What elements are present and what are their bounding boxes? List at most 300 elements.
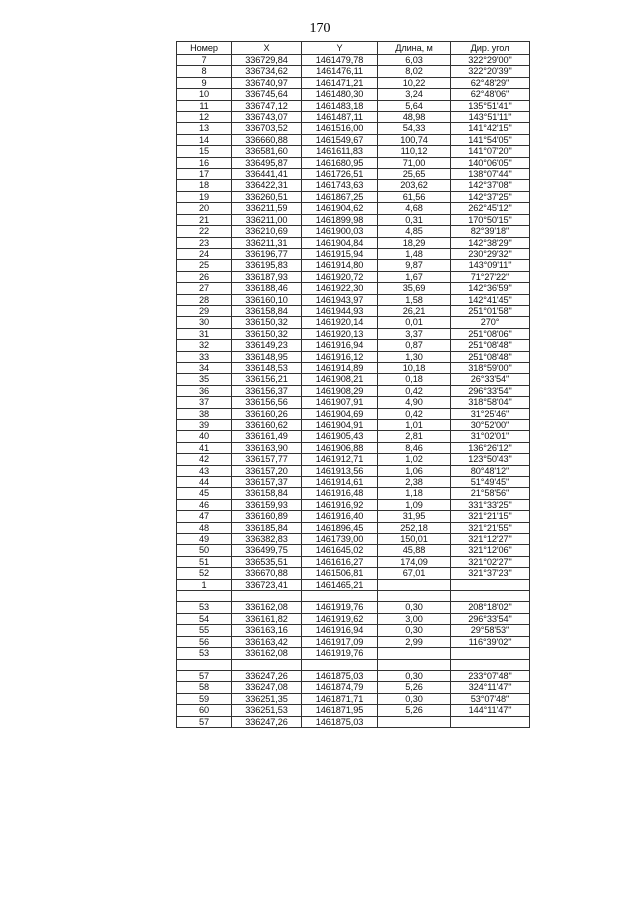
cell-y: 1461871,71 [302,693,378,704]
cell-x: 336156,37 [232,385,302,396]
table-row [177,340,530,351]
cell-length: 26,21 [378,305,451,316]
cell-length: 9,87 [378,260,451,271]
table-row [177,385,530,396]
table-row [177,488,530,499]
cell-y: 1461912,71 [302,454,378,465]
cell-y: 1461943,97 [302,294,378,305]
cell-length: 1,48 [378,248,451,259]
cell-angle: 251°08'06" [451,328,530,339]
cell-angle [451,659,530,670]
cell-x: 336581,60 [232,146,302,157]
cell-angle: 142°36'59" [451,283,530,294]
cell-angle: 321°37'23" [451,568,530,579]
cell-x: 336160,62 [232,420,302,431]
cell-angle: 321°12'06" [451,545,530,556]
cell-x: 336157,77 [232,454,302,465]
cell-angle: 30°52'00" [451,420,530,431]
cell-angle: 82°39'18" [451,226,530,237]
cell-angle: 322°20'39" [451,66,530,77]
cell-y: 1461919,76 [302,648,378,659]
cell-length: 0,31 [378,214,451,225]
cell-angle: 135°51'41" [451,100,530,111]
cell-length: 2,38 [378,477,451,488]
cell-y: 1461680,95 [302,157,378,168]
table-row [177,454,530,465]
cell-x: 336247,26 [232,670,302,681]
cell-length: 3,24 [378,89,451,100]
cell-y: 1461516,00 [302,123,378,134]
cell-number: 55 [177,625,232,636]
table-row [177,169,530,180]
cell-number: 32 [177,340,232,351]
table-row [177,648,530,659]
table-row [177,214,530,225]
cell-length: 0,30 [378,602,451,613]
cell-angle: 140°06'05" [451,157,530,168]
cell-angle: 143°09'11" [451,260,530,271]
cell-number: 18 [177,180,232,191]
cell-number: 58 [177,682,232,693]
cell-y: 1461916,40 [302,511,378,522]
cell-number: 29 [177,305,232,316]
cell-x: 336495,87 [232,157,302,168]
cell-angle [451,716,530,727]
cell-number: 52 [177,568,232,579]
cell-number: 21 [177,214,232,225]
cell-x: 336150,32 [232,317,302,328]
cell-x: 336247,26 [232,716,302,727]
cell-angle: 318°59'00" [451,362,530,373]
cell-length: 18,29 [378,237,451,248]
cell-x: 336158,84 [232,305,302,316]
cell-length: 1,18 [378,488,451,499]
table-row [177,693,530,704]
table-row [177,408,530,419]
table-row [177,442,530,453]
header-y: Y [302,42,378,55]
table-row [177,625,530,636]
cell-length: 61,56 [378,191,451,202]
cell-y: 1461726,51 [302,169,378,180]
cell-angle: 170°50'15" [451,214,530,225]
cell-angle: 318°58'04" [451,397,530,408]
cell-number: 24 [177,248,232,259]
header-length: Длина, м [378,42,451,55]
cell-angle: 142°37'08" [451,180,530,191]
cell-length: 67,01 [378,568,451,579]
cell-y: 1461480,30 [302,89,378,100]
table-body [177,55,530,728]
cell-length: 2,81 [378,431,451,442]
cell-number: 28 [177,294,232,305]
cell-angle: 31°02'01" [451,431,530,442]
cell-angle: 233°07'48" [451,670,530,681]
cell-length: 25,65 [378,169,451,180]
cell-y: 1461465,21 [302,579,378,590]
cell-x: 336160,89 [232,511,302,522]
cell-number: 56 [177,636,232,647]
coordinates-table [176,41,530,728]
table-row [177,420,530,431]
cell-y: 1461476,11 [302,66,378,77]
cell-length: 5,64 [378,100,451,111]
cell-x: 336157,37 [232,477,302,488]
table-row [177,77,530,88]
table-row [177,636,530,647]
cell-y: 1461916,12 [302,351,378,362]
cell-length: 1,02 [378,454,451,465]
cell-number: 44 [177,477,232,488]
cell-x: 336747,12 [232,100,302,111]
cell-angle: 321°12'27" [451,534,530,545]
cell-y: 1461920,14 [302,317,378,328]
cell-y: 1461904,69 [302,408,378,419]
cell-x: 336162,08 [232,648,302,659]
cell-angle: 251°08'48" [451,340,530,351]
table-row [177,226,530,237]
cell-angle: 141°54'05" [451,134,530,145]
cell-x: 336660,88 [232,134,302,145]
cell-x: 336162,08 [232,602,302,613]
cell-angle: 321°02'27" [451,556,530,567]
cell-number: 60 [177,705,232,716]
cell-angle: 142°37'25" [451,191,530,202]
cell-length: 10,18 [378,362,451,373]
cell-x: 336150,32 [232,328,302,339]
table-row [177,305,530,316]
cell-y: 1461905,43 [302,431,378,442]
table-row [177,89,530,100]
table-row [177,579,530,590]
cell-number: 48 [177,522,232,533]
cell-x: 336156,56 [232,397,302,408]
cell-y: 1461914,61 [302,477,378,488]
cell-length: 5,26 [378,682,451,693]
cell-number: 19 [177,191,232,202]
cell-length: 1,30 [378,351,451,362]
cell-number: 23 [177,237,232,248]
cell-x: 336196,77 [232,248,302,259]
cell-angle: 324°11'47" [451,682,530,693]
table-row [177,534,530,545]
cell-number: 14 [177,134,232,145]
cell-length: 54,33 [378,123,451,134]
cell-number: 40 [177,431,232,442]
cell-number: 9 [177,77,232,88]
cell-number: 39 [177,420,232,431]
cell-y: 1461483,18 [302,100,378,111]
cell-length: 0,87 [378,340,451,351]
cell-angle: 251°01'58" [451,305,530,316]
cell-y: 1461900,03 [302,226,378,237]
cell-length: 3,00 [378,613,451,624]
cell-y: 1461616,27 [302,556,378,567]
table-row [177,613,530,624]
cell-number: 15 [177,146,232,157]
cell-number: 22 [177,226,232,237]
cell-y: 1461913,56 [302,465,378,476]
cell-length: 0,01 [378,317,451,328]
cell-y [302,659,378,670]
cell-angle: 270° [451,317,530,328]
cell-x: 336157,20 [232,465,302,476]
cell-angle: 62°48'29" [451,77,530,88]
cell-angle: 331°33'25" [451,499,530,510]
cell-y: 1461944,93 [302,305,378,316]
table-row [177,157,530,168]
table-row [177,134,530,145]
cell-x: 336161,82 [232,613,302,624]
cell-y: 1461645,02 [302,545,378,556]
cell-angle: 142°41'45" [451,294,530,305]
cell-angle: 141°07'20" [451,146,530,157]
cell-length: 48,98 [378,112,451,123]
cell-y: 1461611,83 [302,146,378,157]
cell-number: 27 [177,283,232,294]
cell-length [378,591,451,602]
cell-y: 1461904,84 [302,237,378,248]
cell-length: 45,88 [378,545,451,556]
cell-y: 1461899,98 [302,214,378,225]
cell-number: 38 [177,408,232,419]
cell-length: 3,37 [378,328,451,339]
cell-number: 11 [177,100,232,111]
table-row [177,66,530,77]
cell-number: 16 [177,157,232,168]
table-row [177,522,530,533]
cell-length: 0,30 [378,670,451,681]
table-row [177,465,530,476]
cell-angle [451,648,530,659]
cell-number: 53 [177,602,232,613]
cell-angle: 80°48'12" [451,465,530,476]
table-row [177,180,530,191]
cell-number: 57 [177,716,232,727]
cell-number: 43 [177,465,232,476]
cell-angle: 138°07'44" [451,169,530,180]
cell-number: 57 [177,670,232,681]
cell-x: 336251,35 [232,693,302,704]
cell-length: 8,02 [378,66,451,77]
cell-y: 1461867,25 [302,191,378,202]
table-row [177,716,530,727]
cell-length: 203,62 [378,180,451,191]
table-row [177,191,530,202]
cell-angle: 141°42'15" [451,123,530,134]
cell-y: 1461916,94 [302,340,378,351]
cell-x: 336211,00 [232,214,302,225]
cell-length: 100,74 [378,134,451,145]
table-header-row [177,42,530,55]
cell-number [177,659,232,670]
table-row [177,283,530,294]
cell-y: 1461904,91 [302,420,378,431]
cell-y: 1461471,21 [302,77,378,88]
cell-x: 336187,93 [232,271,302,282]
cell-number: 31 [177,328,232,339]
table-row [177,397,530,408]
cell-y: 1461479,78 [302,55,378,66]
cell-angle: 71°27'22" [451,271,530,282]
cell-length: 31,95 [378,511,451,522]
cell-length: 0,42 [378,408,451,419]
cell-y: 1461906,88 [302,442,378,453]
cell-angle: 21°58'56" [451,488,530,499]
table-row [177,545,530,556]
cell-angle [451,579,530,590]
table-row [177,123,530,134]
header-number: Номер [177,42,232,55]
cell-number: 53 [177,648,232,659]
cell-angle: 208°18'02" [451,602,530,613]
table-row [177,100,530,111]
table-row [177,146,530,157]
cell-number: 49 [177,534,232,545]
cell-y: 1461907,91 [302,397,378,408]
cell-x: 336535,51 [232,556,302,567]
cell-x: 336743,07 [232,112,302,123]
cell-x: 336163,42 [232,636,302,647]
table-row [177,511,530,522]
table-row [177,260,530,271]
cell-angle: 26°33'54" [451,374,530,385]
cell-y: 1461506,81 [302,568,378,579]
cell-angle: 262°45'12" [451,203,530,214]
page-number: 170 [309,21,331,36]
cell-length [378,716,451,727]
table-row [177,328,530,339]
table-row [177,317,530,328]
cell-length: 4,68 [378,203,451,214]
table-row [177,294,530,305]
cell-y: 1461916,92 [302,499,378,510]
cell-number: 10 [177,89,232,100]
cell-length: 5,26 [378,705,451,716]
cell-x: 336163,90 [232,442,302,453]
cell-y: 1461920,72 [302,271,378,282]
cell-length: 71,00 [378,157,451,168]
cell-angle: 296°33'54" [451,613,530,624]
cell-x: 336251,53 [232,705,302,716]
cell-length: 10,22 [378,77,451,88]
cell-number: 41 [177,442,232,453]
cell-length: 2,99 [378,636,451,647]
cell-number: 54 [177,613,232,624]
header-direction-angle: Дир. угол [451,42,530,55]
cell-length: 252,18 [378,522,451,533]
cell-angle: 123°50'43" [451,454,530,465]
cell-y: 1461917,09 [302,636,378,647]
cell-number: 50 [177,545,232,556]
cell-x: 336195,83 [232,260,302,271]
table-row [177,556,530,567]
cell-length: 8,46 [378,442,451,453]
cell-y: 1461875,03 [302,670,378,681]
cell-number: 25 [177,260,232,271]
cell-length: 1,58 [378,294,451,305]
cell-x: 336260,51 [232,191,302,202]
cell-y [302,591,378,602]
cell-angle: 322°29'00" [451,55,530,66]
cell-number: 26 [177,271,232,282]
cell-number: 33 [177,351,232,362]
cell-length: 0,30 [378,693,451,704]
table-row [177,499,530,510]
cell-length: 0,42 [378,385,451,396]
cell-x: 336148,53 [232,362,302,373]
cell-number: 35 [177,374,232,385]
cell-length: 4,85 [378,226,451,237]
cell-x: 336211,59 [232,203,302,214]
cell-x: 336148,95 [232,351,302,362]
table-row [177,431,530,442]
cell-x: 336499,75 [232,545,302,556]
cell-angle: 296°33'54" [451,385,530,396]
cell-number: 34 [177,362,232,373]
cell-y: 1461914,80 [302,260,378,271]
cell-x: 336247,08 [232,682,302,693]
cell-y: 1461549,67 [302,134,378,145]
cell-number: 36 [177,385,232,396]
cell-number: 20 [177,203,232,214]
table-row [177,203,530,214]
table-row [177,602,530,613]
table-row [177,477,530,488]
cell-x: 336149,23 [232,340,302,351]
table-row [177,248,530,259]
table-row [177,112,530,123]
cell-angle: 321°21'55" [451,522,530,533]
cell-x: 336441,41 [232,169,302,180]
cell-angle: 29°58'53" [451,625,530,636]
cell-x: 336723,41 [232,579,302,590]
cell-length: 150,01 [378,534,451,545]
cell-number: 8 [177,66,232,77]
cell-x: 336160,10 [232,294,302,305]
cell-number: 37 [177,397,232,408]
cell-y: 1461739,00 [302,534,378,545]
cell-length: 0,18 [378,374,451,385]
table-row [177,55,530,66]
table-row [177,670,530,681]
cell-x: 336158,84 [232,488,302,499]
cell-x: 336670,88 [232,568,302,579]
cell-x: 336159,93 [232,499,302,510]
cell-number: 51 [177,556,232,567]
cell-x: 336161,49 [232,431,302,442]
cell-y: 1461914,89 [302,362,378,373]
cell-angle: 136°26'12" [451,442,530,453]
cell-x [232,659,302,670]
cell-y: 1461487,11 [302,112,378,123]
cell-y: 1461919,76 [302,602,378,613]
cell-y: 1461896,45 [302,522,378,533]
header-x: X [232,42,302,55]
cell-length: 1,01 [378,420,451,431]
cell-length: 174,09 [378,556,451,567]
cell-y: 1461920,13 [302,328,378,339]
cell-angle: 230°29'32" [451,248,530,259]
cell-y: 1461874,79 [302,682,378,693]
cell-length: 1,67 [378,271,451,282]
cell-x: 336160,26 [232,408,302,419]
cell-length: 1,06 [378,465,451,476]
cell-x: 336156,21 [232,374,302,385]
cell-length: 110,12 [378,146,451,157]
cell-length [378,659,451,670]
cell-x: 336210,69 [232,226,302,237]
